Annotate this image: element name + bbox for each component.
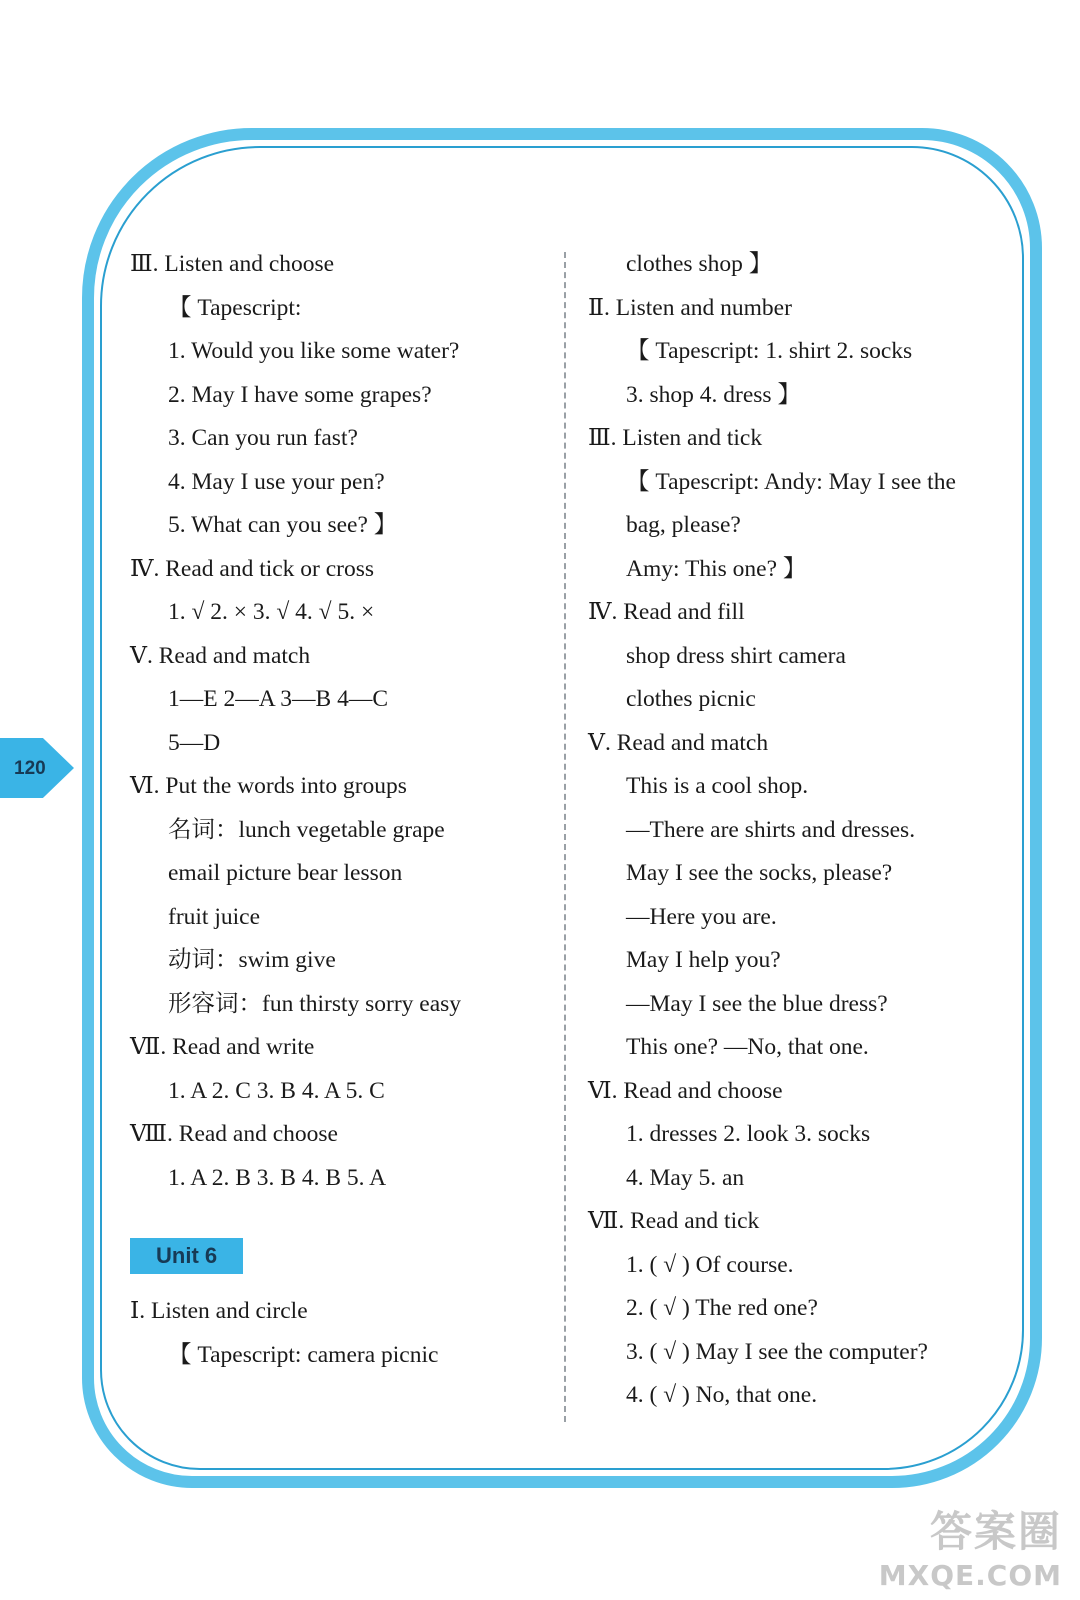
right-column: [588, 243, 1008, 1418]
section-heading: Ⅲ. Listen and choose: [130, 251, 335, 277]
answer-line: 1. A 2. B 3. B 4. B 5. A: [168, 1164, 387, 1191]
section-heading: Ⅷ. Read and choose: [130, 1121, 338, 1147]
answer-line: 4. May 5. an: [626, 1164, 745, 1191]
answer-line: This one? —No, that one.: [626, 1034, 869, 1060]
answer-line: clothes shop 】: [626, 251, 773, 277]
answer-line: 【 Tapescript: 1. shirt 2. socks: [626, 338, 913, 364]
answer-line: 动词：swim give: [168, 947, 336, 973]
answer-line: 形容词：fun thirsty sorry easy: [168, 990, 462, 1017]
answer-line: 1. ( √ ) Of course.: [626, 1251, 794, 1278]
answer-line: —Here you are.: [626, 903, 777, 930]
answer-line: 【 Tapescript: camera picnic: [168, 1341, 439, 1368]
section-heading: Ⅶ. Read and write: [130, 1034, 315, 1060]
answer-line: 【 Tapescript: Andy: May I see the: [626, 468, 956, 495]
section-heading: Ⅰ. Listen and circle: [130, 1298, 308, 1324]
section-heading: Ⅳ. Read and tick or cross: [130, 555, 375, 582]
page-number: 120: [14, 758, 46, 779]
watermark-logo: 答案圈: [929, 1507, 1062, 1556]
answer-line: 3. ( √ ) May I see the computer?: [626, 1338, 928, 1365]
answer-line: —May I see the blue dress?: [626, 990, 888, 1017]
section-heading: Ⅶ. Read and tick: [588, 1208, 760, 1234]
section-heading: Ⅲ. Listen and tick: [588, 425, 763, 451]
section-heading: Ⅵ. Put the words into groups: [130, 773, 407, 799]
watermark: [879, 1499, 1062, 1592]
section-heading: Ⅳ. Read and fill: [588, 599, 745, 625]
answer-line: 2. May I have some grapes?: [168, 381, 432, 408]
answer-line: 5. What can you see? 】: [168, 512, 398, 538]
left-column: [130, 243, 550, 1377]
answer-line: May I see the socks, please?: [626, 860, 893, 886]
answer-line: 1. dresses 2. look 3. socks: [626, 1121, 871, 1147]
section-heading: Ⅵ. Read and choose: [588, 1077, 783, 1104]
answer-line: 1—E 2—A 3—B 4—C: [168, 686, 389, 712]
answer-line: bag, please?: [626, 512, 741, 538]
unit-badge: Unit 6: [130, 1238, 243, 1274]
answer-line: 1. √ 2. × 3. √ 4. √ 5. ×: [168, 599, 375, 625]
answer-line: Amy: This one? 】: [626, 555, 807, 582]
unit-spacer-after: [130, 1274, 550, 1290]
answer-line: 3. Can you run fast?: [168, 425, 358, 451]
answer-line: clothes picnic: [626, 686, 756, 712]
answer-line: This is a cool shop.: [626, 773, 809, 799]
answer-line: 1. Would you like some water?: [168, 338, 460, 364]
answer-line: 3. shop 4. dress 】: [626, 381, 801, 408]
section-heading: Ⅱ. Listen and number: [588, 294, 792, 321]
answer-line: 2. ( √ ) The red one?: [626, 1295, 818, 1321]
answer-line: email picture bear lesson: [168, 860, 403, 886]
watermark-url: MXQE.COM: [878, 1559, 1062, 1592]
answer-line: 4. ( √ ) No, that one.: [626, 1382, 818, 1408]
answer-line: 【 Tapescript:: [168, 294, 302, 321]
answer-line: 1. A 2. C 3. B 4. A 5. C: [168, 1077, 385, 1104]
answer-line: shop dress shirt camera: [626, 642, 846, 669]
answer-line: —There are shirts and dresses.: [626, 816, 916, 843]
column-divider: [564, 252, 566, 1422]
answer-line: fruit juice: [168, 903, 261, 930]
answer-line: 名词：lunch vegetable grape: [168, 816, 445, 843]
section-heading: Ⅴ. Read and match: [588, 729, 769, 756]
answer-line: 4. May I use your pen?: [168, 468, 385, 495]
answer-line: 5—D: [168, 729, 221, 756]
unit-spacer: [130, 1200, 550, 1234]
section-heading: Ⅴ. Read and match: [130, 642, 311, 669]
answer-line: May I help you?: [626, 947, 781, 973]
